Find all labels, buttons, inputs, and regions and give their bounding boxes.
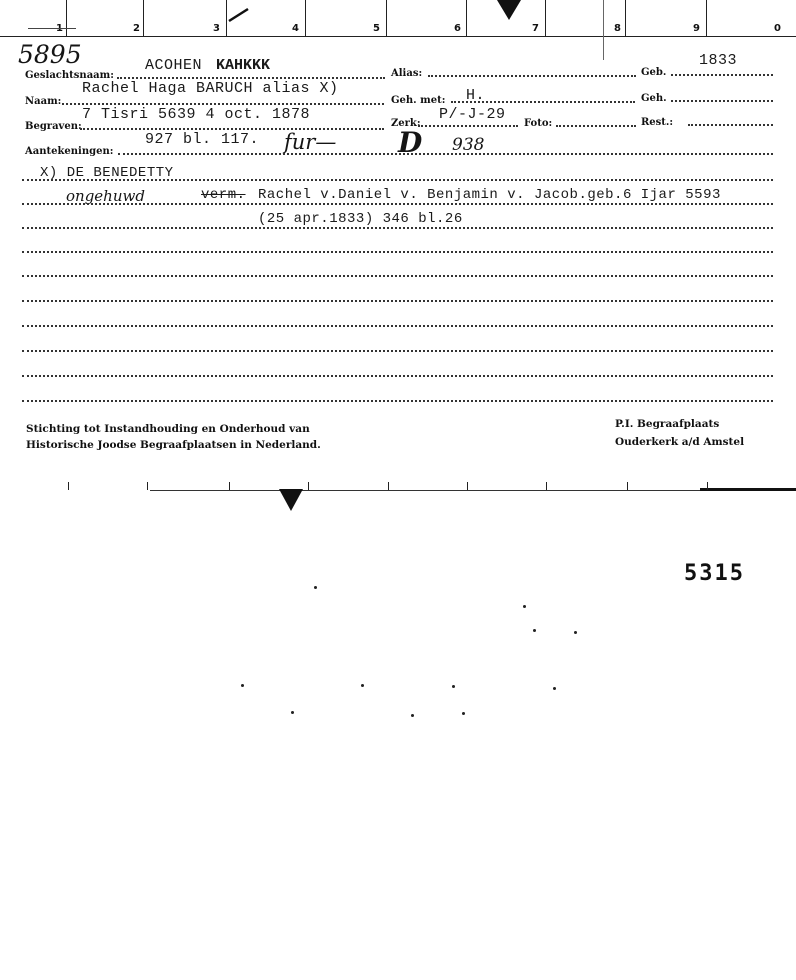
ruler-number: 8 xyxy=(614,23,621,34)
handwritten-d: D xyxy=(398,126,423,159)
surname-value: ACOHEN xyxy=(145,57,203,74)
buried-value: 7 Tisri 5639 4 oct. 1878 xyxy=(82,106,311,123)
line2-text: Rachel v.Daniel v. Benjamin v. Jacob.geb.6 Ijar 5593 xyxy=(258,187,721,203)
ruler-number: 6 xyxy=(454,23,461,34)
cemetery-name: P.I. Begraafplaats xyxy=(615,418,720,430)
punch-notch-bottom-icon xyxy=(278,489,304,513)
blank-line xyxy=(22,375,773,377)
notes-label: Aantekeningen: xyxy=(25,146,114,157)
blank-line xyxy=(22,325,773,327)
buried-label: Begraven: xyxy=(25,121,82,132)
name-value: Rachel Haga BARUCH alias X) xyxy=(82,80,339,97)
blank-line xyxy=(22,275,773,277)
rest-label: Rest.: xyxy=(641,117,674,128)
naam-label: Naam: xyxy=(25,96,62,107)
blank-line xyxy=(22,350,773,352)
zerk-label: Zerk: xyxy=(391,118,421,129)
ruler-baseline xyxy=(0,36,796,37)
married-label: Geh. met: xyxy=(391,95,446,106)
blank-line xyxy=(22,300,773,302)
ruler-number: 0 xyxy=(774,23,781,34)
geb-label: Geb. xyxy=(641,67,667,78)
ruler-number: 7 xyxy=(532,23,539,34)
line1-text: X) DE BENEDETTY xyxy=(40,165,174,181)
stamp-number: 5895 xyxy=(18,40,82,69)
ruler-number: 9 xyxy=(693,23,700,34)
pen-mark-icon xyxy=(226,6,252,24)
ruler-number: 4 xyxy=(292,23,299,34)
punch-notch-top-icon xyxy=(495,0,523,22)
birth-year: 1833 xyxy=(699,52,738,69)
handwritten-signature: fur— xyxy=(284,130,337,154)
geh-label: Geh. xyxy=(641,93,667,104)
foundation-name-line2: Historische Joodse Begraafplaatsen in Nederland. xyxy=(26,439,321,451)
surname-struck: KAHKKK xyxy=(216,57,271,74)
surname-label: Geslachtsnaam: xyxy=(25,70,114,81)
ruler-number: 3 xyxy=(213,23,220,34)
married-value: H. xyxy=(466,87,486,104)
cemetery-location: Ouderkerk a/d Amstel xyxy=(615,436,745,448)
handwritten-d-number: 938 xyxy=(452,135,485,155)
line2-struck: verm. xyxy=(201,187,246,203)
foundation-name-line1: Stichting tot Instandhouding en Onderhoud van xyxy=(26,423,310,435)
alias-label: Alias: xyxy=(391,68,423,79)
zerk-value: P/-J-29 xyxy=(439,106,506,123)
notes-value: 927 bl. 117. xyxy=(145,131,260,148)
blank-line xyxy=(22,251,773,253)
ruler-number: 2 xyxy=(133,23,140,34)
foto-label: Foto: xyxy=(524,118,553,129)
line3-text: (25 apr.1833) 346 bl.26 xyxy=(258,211,463,227)
blank-line xyxy=(22,400,773,402)
card-number: 5315 xyxy=(684,561,745,586)
handwritten-ongehuwd: ongehuwd xyxy=(66,187,145,205)
ruler-number: 5 xyxy=(373,23,380,34)
